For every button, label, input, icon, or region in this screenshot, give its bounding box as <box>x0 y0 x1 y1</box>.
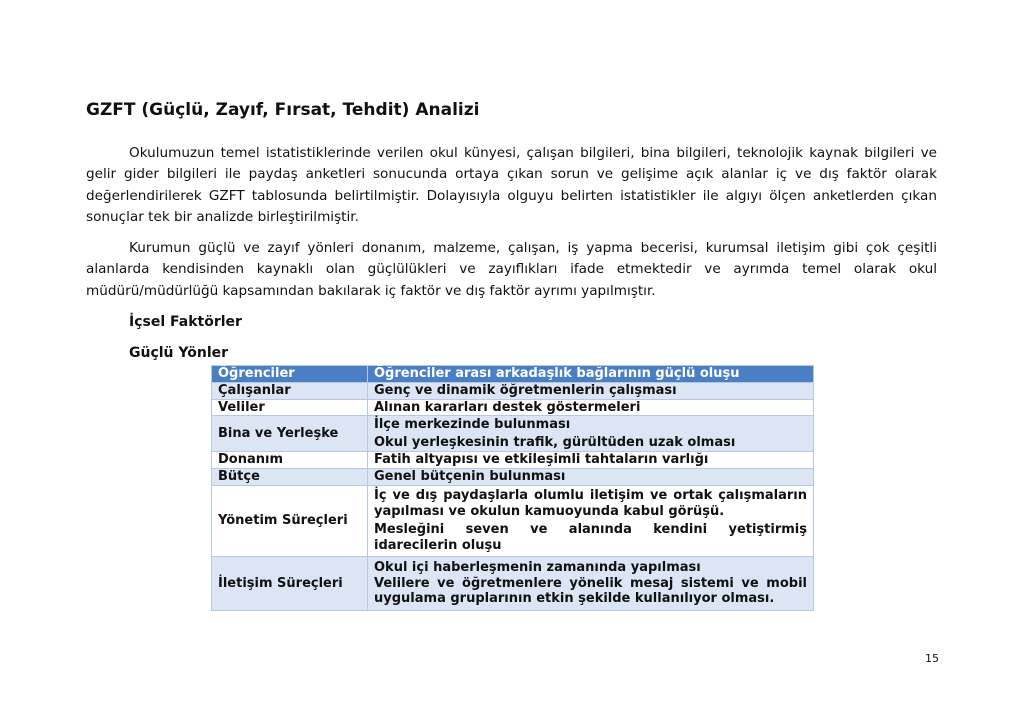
table-row <box>212 485 814 556</box>
strengths-table <box>211 365 814 611</box>
item-line: İç ve dış paydaşlarla olumlu iletişim ve ortak çalışmaların yapılması ve okulun kamuoyunda kabul görüşü. <box>374 487 807 519</box>
item-cell: Genç ve dinamik öğretmenlerin çalışması <box>368 382 814 399</box>
section-heading: İçsel Faktörler <box>129 314 242 330</box>
page-title: GZFT (Güçlü, Zayıf, Fırsat, Tehdit) Analizi <box>86 100 480 120</box>
category-cell: Bütçe <box>212 469 368 486</box>
item-cell: Alınan kararları destek göstermeleri <box>368 399 814 416</box>
item-line: İlçe merkezinde bulunması <box>374 416 571 432</box>
category-cell: Donanım <box>212 452 368 469</box>
item-cell <box>368 556 814 610</box>
category-cell: Veliler <box>212 399 368 416</box>
strengths-paragraph: Kurumun güçlü ve zayıf yönleri donanım, malzeme, çalışan, iş yapma becerisi, kurumsal iletişim gibi çok çeşitli alanlarda kendisinden kaynaklı olan güçlülükleri ve zayıflıkları ifade etmektedir ve ayrımda temel olarak okul müdürü/müdürlüğü kapsamından bakılarak iç faktör ve dış faktör ayrımı yapılmıştır. <box>86 240 937 299</box>
item-cell: Genel bütçenin bulunması <box>368 469 814 486</box>
category-cell: Öğrenciler <box>212 366 368 383</box>
item-line: Okul yerleşkesinin trafik, gürültüden uzak olması <box>374 435 736 451</box>
table-row <box>212 452 814 469</box>
table-row <box>212 469 814 486</box>
category-cell: Yönetim Süreçleri <box>212 485 368 556</box>
table-row <box>212 382 814 399</box>
item-line: Velilere ve öğretmenlere yönelik mesaj sistemi ve mobil uygulama gruplarının etkin şekilde kullanılıyor olması. <box>374 575 807 607</box>
item-cell: Öğrenciler arası arkadaşlık bağlarının güçlü oluşu <box>368 366 814 383</box>
intro-paragraph: Okulumuzun temel istatistiklerinde verilen okul künyesi, çalışan bilgileri, bina bilgileri, teknolojik kaynak bilgileri ve gelir gider bilgileri ile paydaş anketleri sonucunda ortaya çıkan sorun ve gelişime açık alanlar iç ve dış faktör olarak değerlendirilerek GZFT tablosunda belirtilmiştir. Dolayısıyla olguyu belirten istatistikler ile algıyı ölçen anketlerden çıkan sonuçlar tek bir analizde birleştirilmiştir. <box>86 145 937 225</box>
table-row <box>212 399 814 416</box>
page-number: 15 <box>925 652 939 665</box>
item-line: Okul içi haberleşmenin zamanında yapılması <box>374 559 701 575</box>
item-cell: Fatih altyapısı ve etkileşimli tahtaların varlığı <box>368 452 814 469</box>
item-cell <box>368 485 814 556</box>
category-cell: İletişim Süreçleri <box>212 556 368 610</box>
table-row <box>212 416 814 452</box>
item-line: Mesleğini seven ve alanında kendini yetiştirmiş idarecilerin oluşu <box>374 522 807 554</box>
table-row <box>212 556 814 610</box>
subsection-heading: Güçlü Yönler <box>129 345 229 361</box>
category-cell: Bina ve Yerleşke <box>212 416 368 452</box>
table-header-row <box>212 366 814 383</box>
category-cell: Çalışanlar <box>212 382 368 399</box>
item-cell <box>368 416 814 452</box>
